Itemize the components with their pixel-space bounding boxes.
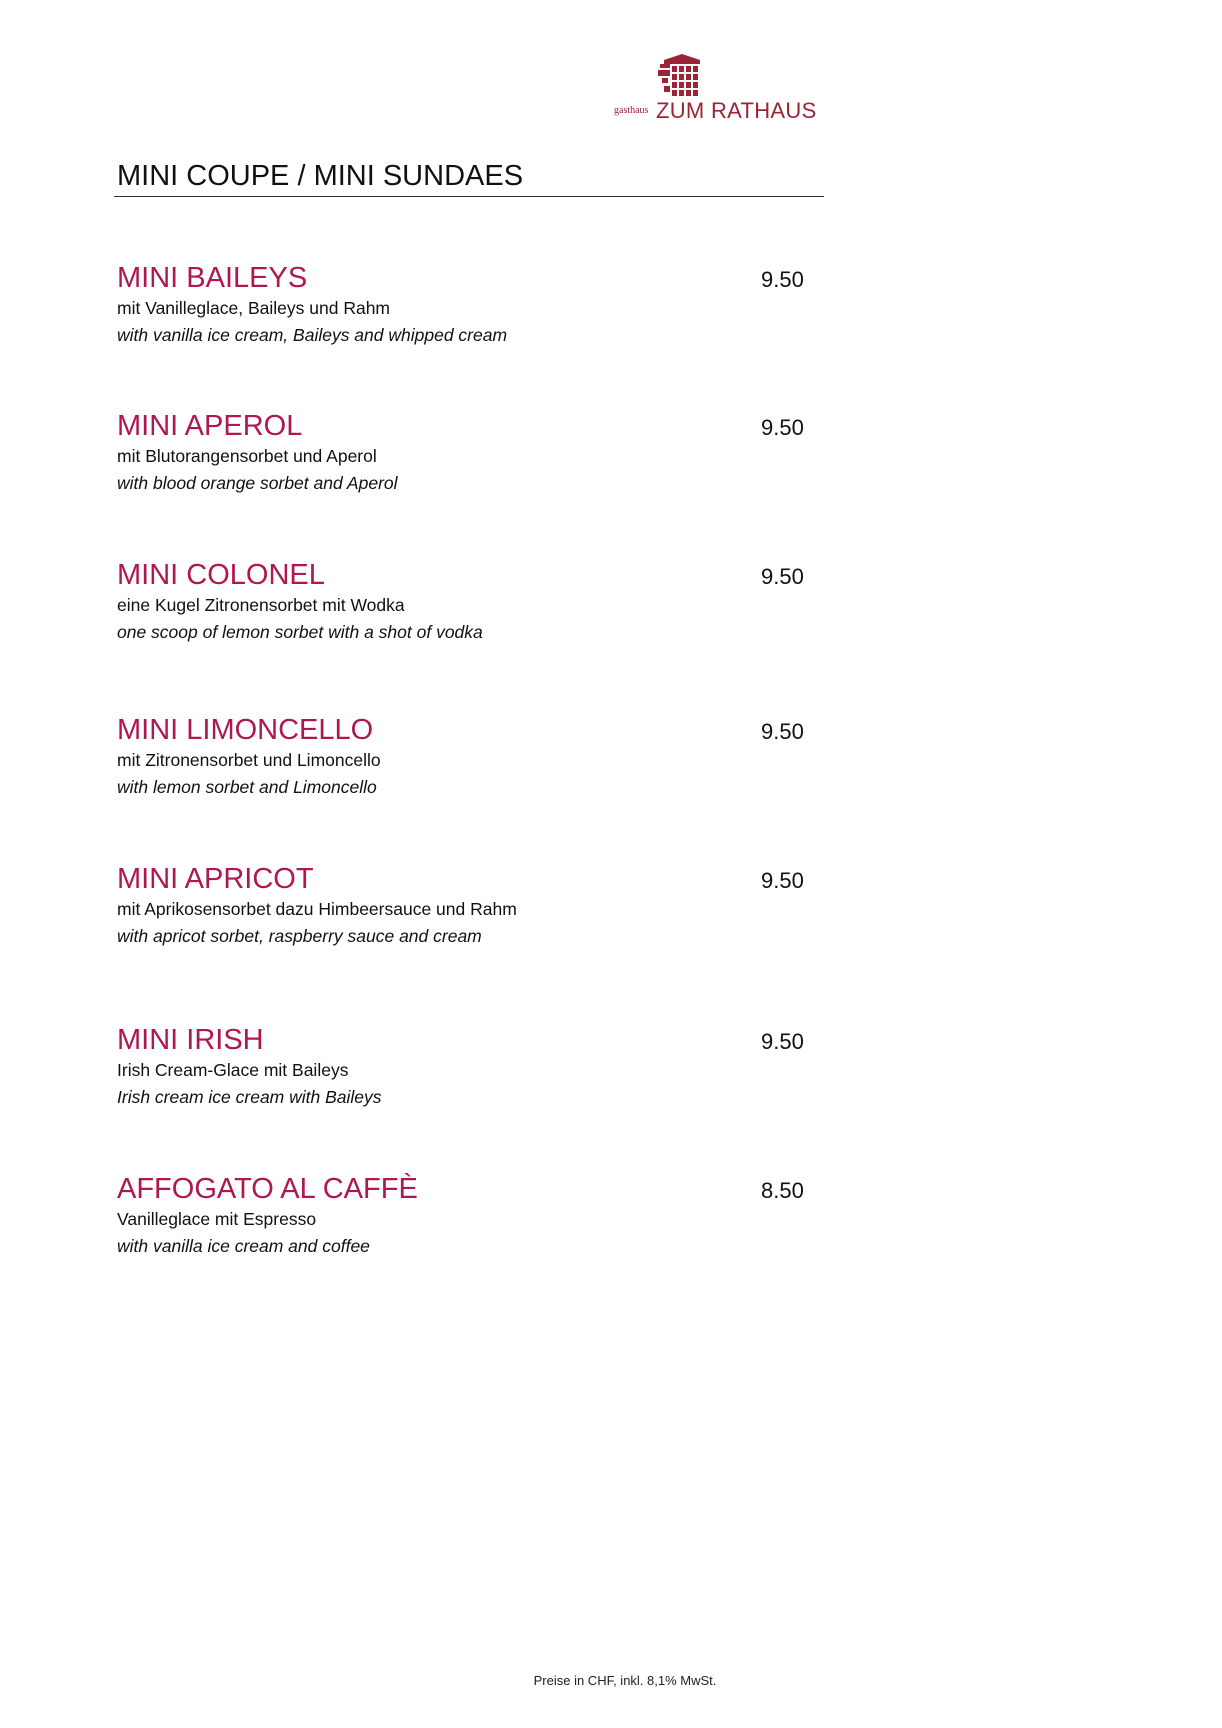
item-description-en: with vanilla ice cream and coffee xyxy=(117,1236,370,1256)
item-description-de: Vanilleglace mit Espresso xyxy=(117,1209,317,1229)
item-description-de: mit Aprikosensorbet dazu Himbeersauce und Rahm xyxy=(117,899,517,919)
price-footnote: Preise in CHF, inkl. 8,1% MwSt. xyxy=(533,1673,717,1688)
item-description-de: mit Blutorangensorbet und Aperol xyxy=(117,446,377,466)
item-price: 9.50 xyxy=(761,1029,804,1054)
item-name: MINI APEROL xyxy=(117,410,303,442)
item-price: 8.50 xyxy=(761,1178,804,1203)
menu-item xyxy=(117,559,827,649)
item-description-en: with blood orange sorbet and Aperol xyxy=(117,473,398,493)
item-name: MINI COLONEL xyxy=(117,559,325,591)
item-description-en: one scoop of lemon sorbet with a shot of vodka xyxy=(117,622,483,642)
item-price: 9.50 xyxy=(761,868,804,893)
menu-item xyxy=(117,714,827,804)
logo-small-text: gasthaus xyxy=(614,105,649,116)
item-price: 9.50 xyxy=(761,267,804,292)
item-description-en: with apricot sorbet, raspberry sauce and cream xyxy=(117,926,482,946)
page-title: MINI COUPE / MINI SUNDAES xyxy=(117,160,524,192)
item-name: MINI IRISH xyxy=(117,1024,264,1056)
menu-item xyxy=(117,863,827,953)
item-price: 9.50 xyxy=(761,415,804,440)
menu-item xyxy=(117,262,827,352)
item-name: MINI BAILEYS xyxy=(117,262,308,294)
item-name: MINI APRICOT xyxy=(117,863,314,895)
item-name: MINI LIMONCELLO xyxy=(117,714,374,746)
building-icon xyxy=(656,52,702,98)
logo-name: ZUM RATHAUS xyxy=(656,98,817,123)
menu-item xyxy=(117,1173,827,1263)
menu-item xyxy=(117,410,827,500)
menu-item xyxy=(117,1024,827,1114)
item-description-de: eine Kugel Zitronensorbet mit Wodka xyxy=(117,595,405,615)
item-description-de: Irish Cream-Glace mit Baileys xyxy=(117,1060,349,1080)
item-description-de: mit Vanilleglace, Baileys und Rahm xyxy=(117,298,391,318)
item-description-en: with lemon sorbet and Limoncello xyxy=(117,777,377,797)
item-name: AFFOGATO AL CAFFÈ xyxy=(117,1173,418,1205)
title-divider xyxy=(114,196,824,197)
item-price: 9.50 xyxy=(761,719,804,744)
logo xyxy=(614,50,824,130)
item-description-de: mit Zitronensorbet und Limoncello xyxy=(117,750,381,770)
item-description-en: with vanilla ice cream, Baileys and whipped cream xyxy=(117,325,508,345)
item-price: 9.50 xyxy=(761,564,804,589)
item-description-en: Irish cream ice cream with Baileys xyxy=(117,1087,382,1107)
